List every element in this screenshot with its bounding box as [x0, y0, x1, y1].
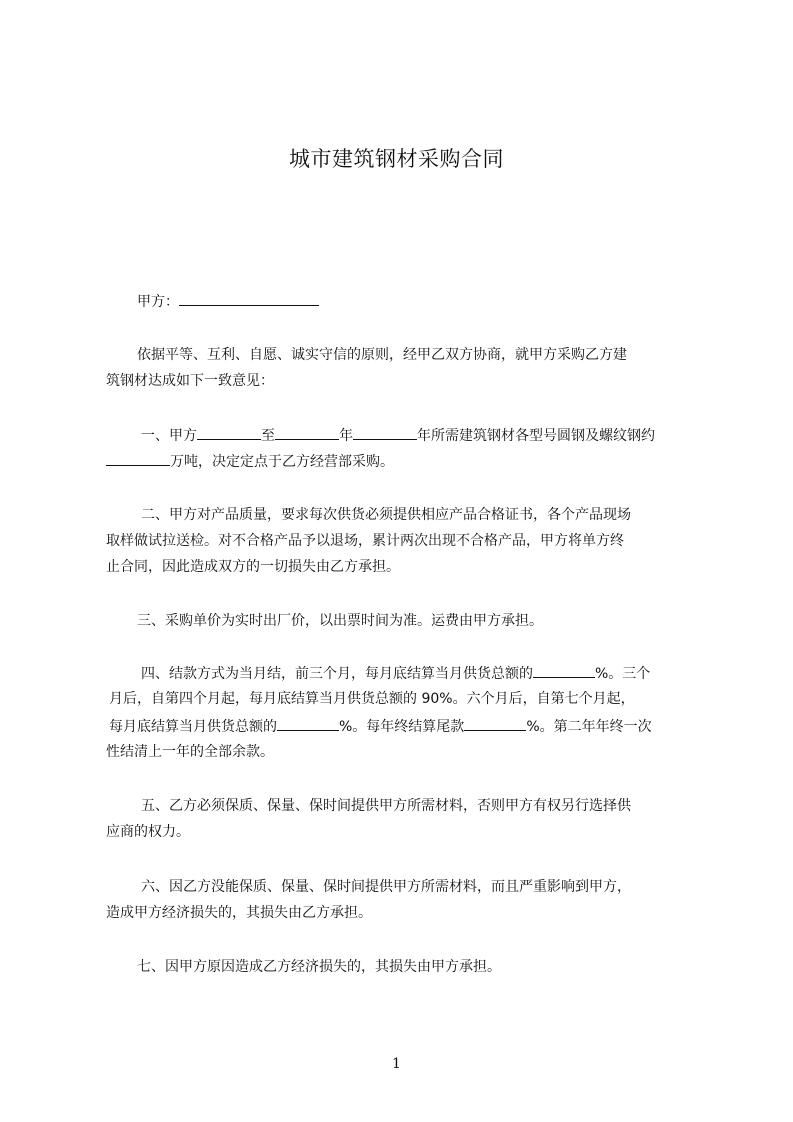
- clause6-line-2: 造成甲方经济损失的，其损失由乙方承担。: [106, 905, 372, 921]
- clause3-line: 三、采购单价为实时出厂价，以出票时间为准。运费由甲方承担。: [137, 613, 543, 629]
- clause4-text-e: %。第二年年终一次: [526, 719, 652, 735]
- contract-title: 城市建筑钢材采购合同: [289, 147, 504, 171]
- clause1-text-d: 年所需建筑钢材各型号圆钢及螺纹钢约: [417, 428, 655, 444]
- clause4-line-2: 月后，自第四个月起，每月底结算当月供货总额的 90%。六个月后，自第七个月起，: [109, 691, 635, 707]
- clause5-line-2: 应商的权力。: [106, 824, 190, 840]
- clause4-text-b: %。三个: [595, 666, 651, 682]
- blank-tonnage: [106, 451, 170, 466]
- clause4-line-1: [141, 663, 650, 684]
- clause1-line-2: [106, 451, 394, 472]
- clause1-text-b: 至: [261, 428, 275, 444]
- clause1-text-c: 年: [339, 428, 353, 444]
- clause5-line-1: 五、乙方必须保质、保量、保时间提供甲方所需材料，否则甲方有权另行选择供: [141, 798, 631, 814]
- clause4-line-4: 性结清上一年的全部余款。: [106, 744, 274, 760]
- clause4-line-3: [109, 716, 652, 737]
- blank-start-date: [197, 425, 261, 440]
- clause1-text-a: 一、甲方: [141, 428, 197, 444]
- clause4-text-c: 每月底结算当月供货总额的: [109, 719, 277, 735]
- clause2-line-3: 止合同，因此造成双方的一切损失由乙方承担。: [106, 559, 400, 575]
- clause2-line-1: 二、甲方对产品质量，要求每次供货必须提供相应产品合格证书，各个产品现场: [141, 507, 631, 523]
- party-a-line: [137, 291, 319, 312]
- blank-first-three-months: [533, 663, 595, 678]
- blank-year-end: [464, 716, 526, 731]
- intro-line-1: 依据平等、互利、自愿、诚实守信的原则，经甲乙双方协商，就甲方采购乙方建: [137, 347, 627, 363]
- clause1-line-1: [141, 425, 655, 446]
- intro-line-2: 筑钢材达成如下一致意见：: [106, 373, 274, 389]
- page-number: 1: [392, 1056, 401, 1072]
- clause7-line: 七、因甲方原因造成乙方经济损失的，其损失由甲方承担。: [137, 959, 501, 975]
- clause1-text-e: 万吨，决定定点于乙方经营部采购。: [170, 454, 394, 470]
- clause4-text-a: 四、结款方式为当月结，前三个月，每月底结算当月供货总额的: [141, 666, 533, 682]
- blank-end-date: [275, 425, 339, 440]
- clause6-line-1: 六、因乙方没能保质、保量、保时间提供甲方所需材料，而且严重影响到甲方，: [141, 879, 631, 895]
- clause4-text-d: %。每年终结算尾款: [339, 719, 465, 735]
- blank-year: [353, 425, 417, 440]
- clause2-line-2: 取样做试拉送检。对不合格产品予以退场，累计两次出现不合格产品，甲方将单方终: [106, 533, 624, 549]
- blank-after-six-months: [277, 716, 339, 731]
- party-a-label: 甲方：: [137, 294, 179, 310]
- party-a-blank: [179, 291, 319, 306]
